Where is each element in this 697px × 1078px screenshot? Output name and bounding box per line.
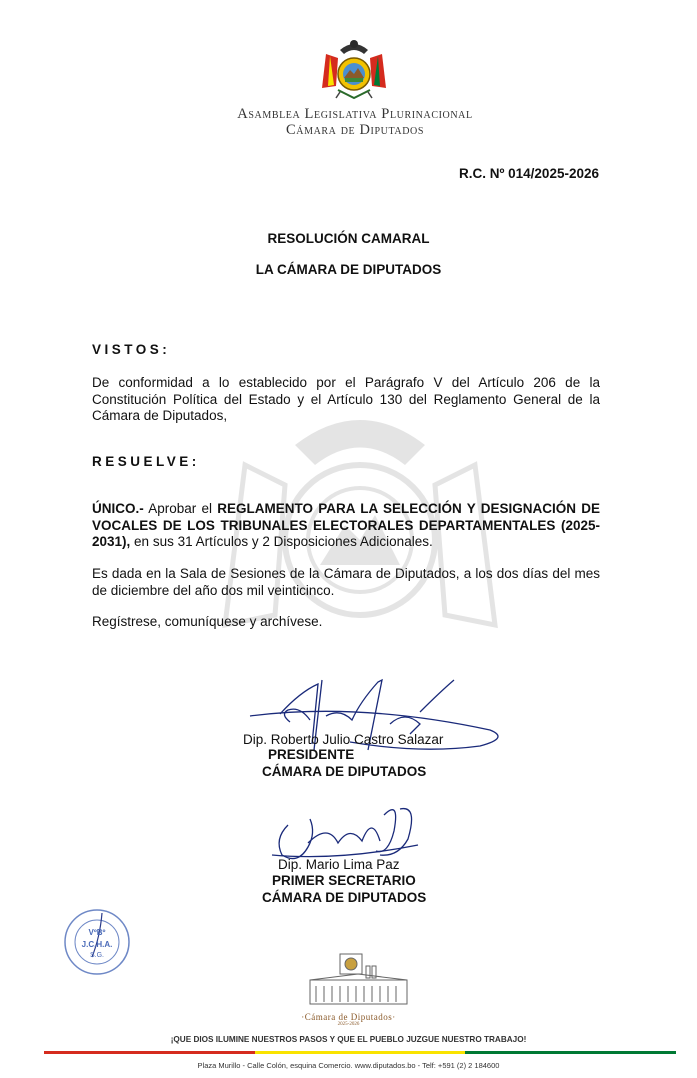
coat-of-arms-icon: [318, 36, 390, 102]
unico-bold: REGLAMENTO PARA LA SELECCIÓN Y DESIGNACIÓN DE VOCALES DE LOS TRIBUNALES ELECTORALES DEPARTAMENTALES (2025-2031),: [92, 501, 600, 549]
resolution-number: R.C. Nº 014/2025-2026: [458, 166, 599, 181]
vistos-paragraph: De conformidad a lo establecido por el Parágrafo V del Artículo 206 de la Constitución Política del Estado y el Artículo 130 del Reglamento General de la Cámara de Diputados,: [92, 375, 600, 423]
chamber-name: Cámara de Diputados: [286, 122, 424, 138]
footer-address: Plaza Murillo - Calle Colón, esquina Comercio. www.diputados.bo - Telf: +591 (2) 2 184600: [197, 1061, 500, 1070]
unico-label: ÚNICO.-: [92, 501, 144, 516]
president-org: CÁMARA DE DIPUTADOS: [262, 764, 427, 779]
secretary-org: CÁMARA DE DIPUTADOS: [262, 890, 427, 905]
document-title: RESOLUCIÓN CAMARAL: [267, 231, 430, 246]
vistos-heading: VISTOS:: [92, 342, 171, 357]
document-subtitle: LA CÁMARA DE DIPUTADOS: [255, 262, 442, 277]
unico-paragraph: [92, 501, 600, 551]
stamp-code: S.G.: [89, 952, 105, 959]
unico-post: en sus 31 Artículos y 2 Disposiciones Adicionales.: [134, 534, 433, 549]
dada-paragraph: Es dada en la Sala de Sesiones de la Cámara de Diputados, a los dos días del mes de diciembre del año dos mil veinticinco.: [92, 566, 600, 598]
president-name: Dip. Roberto Julio Castro Salazar: [243, 732, 444, 747]
stamp-initials: J.C.H.A.: [81, 940, 113, 949]
stamp-seal-icon: [62, 907, 132, 977]
registrese-paragraph: Regístrese, comuníquese y archívese.: [92, 614, 323, 629]
footer-years: 2025-2026: [337, 1022, 360, 1027]
flag-yellow-stripe: [255, 1051, 466, 1054]
president-title: PRESIDENTE: [268, 747, 355, 762]
unico-pre: Aprobar el: [148, 501, 213, 516]
palace-building-icon: [306, 950, 411, 1008]
footer-motto: ¡QUE DIOS ILUMINE NUESTROS PASOS Y QUE EL PUEBLO JUZGUE NUESTRO TRABAJO!: [170, 1035, 527, 1044]
approval-stamp: [62, 907, 132, 977]
flag-red-stripe: [44, 1051, 255, 1054]
secretary-title: PRIMER SECRETARIO: [272, 873, 416, 888]
flag-color-bar: [44, 1051, 676, 1054]
stamp-vo: VºBº: [88, 928, 106, 937]
footer-chamber-name: ·Cámara de Diputados·: [301, 1012, 396, 1022]
secretary-name: Dip. Mario Lima Paz: [278, 857, 400, 872]
institution-name: Asamblea Legislativa Plurinacional: [237, 106, 473, 122]
resuelve-heading: RESUELVE:: [92, 454, 200, 469]
flag-green-stripe: [465, 1051, 676, 1054]
